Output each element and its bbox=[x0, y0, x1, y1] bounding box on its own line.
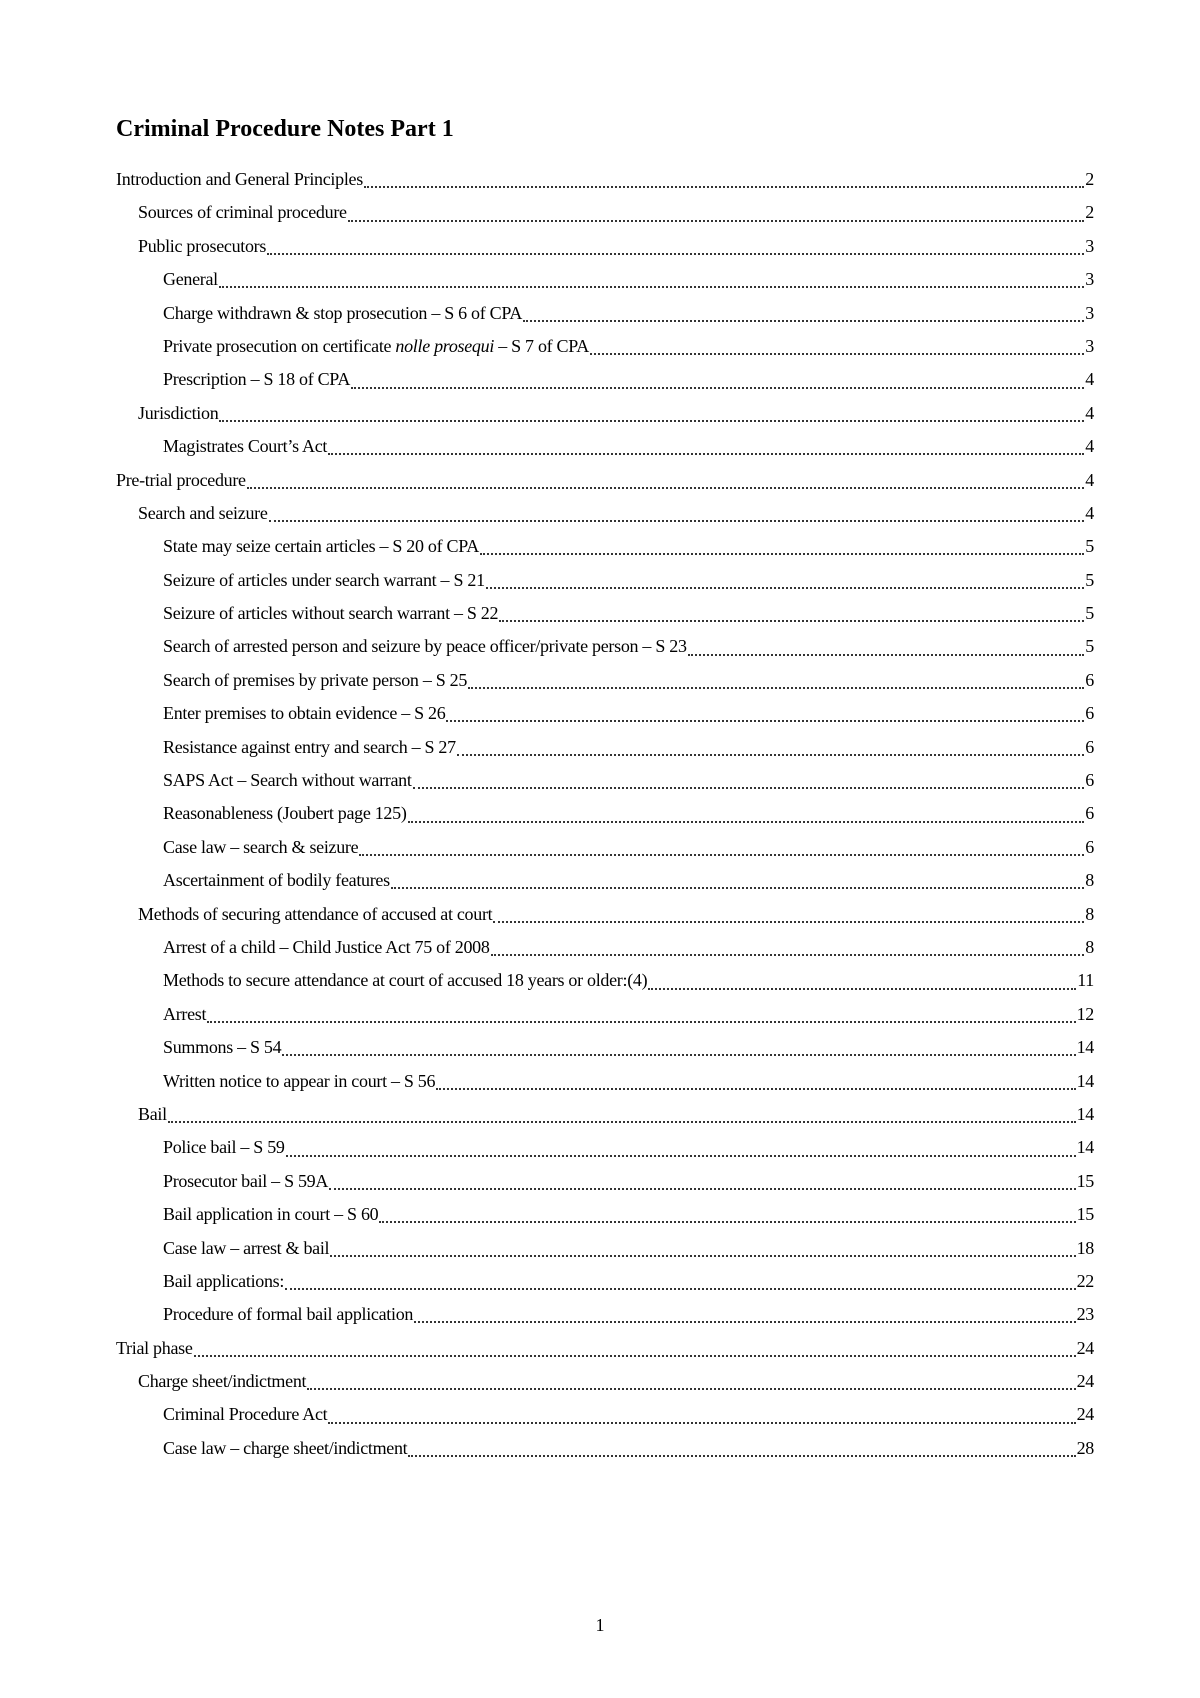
toc-entry[interactable] bbox=[116, 898, 1094, 931]
toc-entry[interactable] bbox=[116, 664, 1094, 697]
toc-entry-title bbox=[163, 864, 390, 897]
toc-entry-text: Methods to secure attendance at court of accused 18 years or older:(4) bbox=[163, 970, 648, 991]
toc-page-number: 3 bbox=[1085, 235, 1094, 256]
toc-entry-text: General bbox=[163, 269, 218, 290]
toc-entry-title bbox=[138, 898, 492, 931]
toc-entry[interactable] bbox=[116, 630, 1094, 663]
toc-dot-leader bbox=[219, 419, 1084, 422]
toc-page-number: 4 bbox=[1085, 502, 1094, 523]
toc-page-number: 6 bbox=[1085, 836, 1094, 857]
toc-entry-title bbox=[163, 1232, 329, 1265]
toc-entry-title bbox=[163, 430, 327, 463]
toc-dot-leader bbox=[499, 619, 1084, 622]
toc-entry-text: Pre-trial procedure bbox=[116, 469, 246, 490]
toc-entry[interactable] bbox=[116, 497, 1094, 530]
toc-page-number: 8 bbox=[1085, 903, 1094, 924]
toc-dot-leader bbox=[247, 486, 1085, 489]
toc-entry[interactable] bbox=[116, 731, 1094, 764]
toc-dot-leader bbox=[282, 1053, 1075, 1056]
toc-dot-leader bbox=[269, 519, 1085, 522]
toc-page-number: 8 bbox=[1085, 870, 1094, 891]
toc-dot-leader bbox=[480, 552, 1084, 555]
toc-entry-text: Trial phase bbox=[116, 1337, 193, 1358]
toc-entry[interactable] bbox=[116, 297, 1094, 330]
toc-entry-text-after: – S 7 of CPA bbox=[494, 335, 589, 356]
toc-entry-title bbox=[138, 196, 347, 229]
toc-dot-leader bbox=[408, 1454, 1075, 1457]
toc-entry-title bbox=[163, 1198, 378, 1231]
toc-page-number: 15 bbox=[1076, 1204, 1094, 1225]
document-title: Criminal Procedure Notes Part 1 bbox=[116, 116, 454, 142]
toc-page-number: 5 bbox=[1085, 636, 1094, 657]
toc-entry-text: Magistrates Court’s Act bbox=[163, 436, 328, 457]
toc-entry-title bbox=[163, 363, 350, 396]
toc-entry-title bbox=[163, 664, 467, 697]
toc-entry-title bbox=[163, 998, 206, 1031]
toc-dot-leader bbox=[436, 1087, 1075, 1090]
toc-page-number: 5 bbox=[1085, 603, 1094, 624]
toc-entry-title bbox=[138, 497, 268, 530]
toc-page-number: 14 bbox=[1076, 1103, 1094, 1124]
toc-page-number: 6 bbox=[1085, 703, 1094, 724]
toc-page-number: 11 bbox=[1077, 970, 1094, 991]
toc-entry-text: Bail application in court – S 60 bbox=[163, 1204, 379, 1225]
toc-dot-leader bbox=[194, 1354, 1076, 1357]
toc-entry[interactable] bbox=[116, 831, 1094, 864]
toc-page-number: 3 bbox=[1085, 269, 1094, 290]
toc-page-number: 23 bbox=[1076, 1304, 1094, 1325]
toc-entry-title bbox=[163, 931, 490, 964]
toc-dot-leader bbox=[219, 285, 1084, 288]
table-of-contents bbox=[116, 163, 1094, 1465]
toc-dot-leader bbox=[328, 1421, 1075, 1424]
toc-entry-text: Public prosecutors bbox=[138, 235, 267, 256]
toc-page-number: 4 bbox=[1085, 469, 1094, 490]
toc-page-number: 24 bbox=[1076, 1371, 1094, 1392]
toc-dot-leader bbox=[168, 1120, 1076, 1123]
toc-dot-leader bbox=[207, 1020, 1075, 1023]
toc-page-number: 24 bbox=[1076, 1404, 1094, 1425]
toc-entry-text: Seizure of articles without search warrant – S 22 bbox=[163, 603, 499, 624]
toc-entry-text: SAPS Act – Search without warrant bbox=[163, 770, 412, 791]
toc-entry-title bbox=[138, 230, 266, 263]
toc-dot-leader bbox=[688, 653, 1085, 656]
toc-entry-title bbox=[116, 464, 246, 497]
toc-dot-leader bbox=[286, 1154, 1076, 1157]
toc-entry[interactable] bbox=[116, 1232, 1094, 1265]
toc-entry-title bbox=[163, 1165, 328, 1198]
toc-dot-leader bbox=[329, 1187, 1076, 1190]
toc-entry-text: Prescription – S 18 of CPA bbox=[163, 369, 351, 390]
toc-entry-title bbox=[138, 1365, 306, 1398]
toc-entry-title bbox=[138, 397, 218, 430]
toc-entry-title bbox=[163, 831, 358, 864]
toc-entry[interactable] bbox=[116, 196, 1094, 229]
toc-page-number: 3 bbox=[1085, 302, 1094, 323]
toc-page-number: 14 bbox=[1076, 1137, 1094, 1158]
toc-entry-text: Resistance against entry and search – S 27 bbox=[163, 736, 456, 757]
toc-entry[interactable] bbox=[116, 397, 1094, 430]
toc-entry-text: Search of arrested person and seizure by peace officer/private person – S 23 bbox=[163, 636, 687, 657]
toc-page-number: 8 bbox=[1085, 936, 1094, 957]
toc-page-number: 2 bbox=[1085, 169, 1094, 189]
toc-dot-leader bbox=[414, 1320, 1075, 1323]
toc-entry-title bbox=[163, 1398, 327, 1431]
toc-entry-title bbox=[163, 530, 479, 563]
toc-entry-text: Case law – arrest & bail bbox=[163, 1237, 330, 1258]
toc-entry[interactable] bbox=[116, 964, 1094, 997]
toc-entry-text: Introduction and General Principles bbox=[116, 169, 363, 189]
toc-entry-text: Written notice to appear in court – S 56 bbox=[163, 1070, 436, 1091]
toc-dot-leader bbox=[590, 352, 1084, 355]
toc-entry-title bbox=[163, 731, 456, 764]
toc-entry[interactable] bbox=[116, 330, 1094, 363]
toc-page-number: 2 bbox=[1085, 202, 1094, 223]
toc-dot-leader bbox=[413, 786, 1085, 789]
toc-dot-leader bbox=[468, 686, 1084, 689]
toc-entry-title bbox=[163, 330, 589, 363]
toc-entry-text: Charge withdrawn & stop prosecution – S 6 of CPA bbox=[163, 302, 523, 323]
toc-dot-leader bbox=[307, 1387, 1075, 1390]
toc-entry-text: State may seize certain articles – S 20 of CPA bbox=[163, 536, 479, 557]
toc-entry-text: Seizure of articles under search warrant – S 21 bbox=[163, 569, 485, 590]
toc-dot-leader bbox=[328, 452, 1084, 455]
toc-entry[interactable] bbox=[116, 1098, 1094, 1131]
toc-entry[interactable] bbox=[116, 764, 1094, 797]
toc-entry[interactable] bbox=[116, 998, 1094, 1031]
toc-dot-leader bbox=[486, 586, 1085, 589]
toc-entry[interactable] bbox=[116, 1065, 1094, 1098]
toc-dot-leader bbox=[359, 853, 1084, 856]
toc-page-number: 6 bbox=[1085, 736, 1094, 757]
toc-entry[interactable] bbox=[116, 1131, 1094, 1164]
toc-entry-text: Enter premises to obtain evidence – S 26 bbox=[163, 703, 446, 724]
toc-dot-leader bbox=[330, 1254, 1075, 1257]
toc-entry-title bbox=[163, 597, 498, 630]
toc-entry[interactable] bbox=[116, 363, 1094, 396]
toc-entry-text: Summons – S 54 bbox=[163, 1037, 282, 1058]
toc-dot-leader bbox=[364, 185, 1084, 188]
toc-page-number: 3 bbox=[1085, 335, 1094, 356]
toc-entry-text: Arrest bbox=[163, 1003, 207, 1024]
toc-entry-title bbox=[116, 1332, 193, 1365]
toc-entry-text: Sources of criminal procedure bbox=[138, 202, 347, 223]
page-number: 1 bbox=[595, 1615, 605, 1635]
toc-dot-leader bbox=[491, 953, 1085, 956]
toc-page-number: 4 bbox=[1085, 402, 1094, 423]
toc-page-number: 6 bbox=[1085, 770, 1094, 791]
toc-entry-title bbox=[163, 1031, 281, 1064]
toc-page-number: 6 bbox=[1085, 803, 1094, 824]
toc-entry-text: Jurisdiction bbox=[138, 402, 219, 423]
toc-dot-leader bbox=[493, 920, 1084, 923]
toc-entry-title bbox=[163, 1432, 407, 1465]
toc-entry[interactable] bbox=[116, 464, 1094, 497]
toc-dot-leader bbox=[379, 1220, 1075, 1223]
toc-page-number: 14 bbox=[1076, 1070, 1094, 1091]
toc-entry[interactable] bbox=[116, 263, 1094, 296]
toc-page-number: 22 bbox=[1076, 1270, 1094, 1291]
toc-entry-title bbox=[163, 1265, 284, 1298]
toc-entry-text: Methods of securing attendance of accused at court bbox=[138, 903, 493, 924]
toc-entry[interactable] bbox=[116, 1432, 1094, 1465]
toc-page-number: 5 bbox=[1085, 536, 1094, 557]
toc-entry-text: Criminal Procedure Act bbox=[163, 1404, 328, 1425]
toc-entry[interactable] bbox=[116, 697, 1094, 730]
toc-dot-leader bbox=[391, 886, 1084, 889]
toc-entry-title bbox=[163, 764, 412, 797]
toc-entry-title bbox=[163, 263, 218, 296]
toc-entry[interactable] bbox=[116, 230, 1094, 263]
toc-entry[interactable] bbox=[116, 163, 1094, 196]
toc-dot-leader bbox=[446, 719, 1084, 722]
toc-entry[interactable] bbox=[116, 1398, 1094, 1431]
toc-entry[interactable] bbox=[116, 597, 1094, 630]
toc-entry[interactable] bbox=[116, 797, 1094, 830]
toc-entry-title bbox=[163, 964, 647, 997]
toc-dot-leader bbox=[285, 1287, 1076, 1290]
toc-entry-text: Search of premises by private person – S 25 bbox=[163, 669, 468, 690]
toc-entry-text: Ascertainment of bodily features bbox=[163, 870, 390, 891]
toc-entry-text: Reasonableness (Joubert page 125) bbox=[163, 803, 407, 824]
toc-entry-text: Arrest of a child – Child Justice Act 75 of 2008 bbox=[163, 936, 490, 957]
toc-entry[interactable] bbox=[116, 1165, 1094, 1198]
toc-entry-text: Case law – search & seizure bbox=[163, 836, 359, 857]
toc-dot-leader bbox=[648, 987, 1076, 990]
toc-entry-title bbox=[138, 1098, 167, 1131]
toc-entry[interactable] bbox=[116, 430, 1094, 463]
toc-page-number: 6 bbox=[1085, 669, 1094, 690]
toc-entry-title bbox=[163, 1298, 413, 1331]
toc-entry-text: Private prosecution on certificate bbox=[163, 335, 396, 356]
toc-entry[interactable] bbox=[116, 1265, 1094, 1298]
toc-entry[interactable] bbox=[116, 530, 1094, 563]
toc-entry-italic-text: nolle prosequi bbox=[395, 335, 495, 356]
toc-entry[interactable] bbox=[116, 1198, 1094, 1231]
toc-page-number: 5 bbox=[1085, 569, 1094, 590]
toc-entry-title bbox=[163, 630, 687, 663]
toc-entry-title bbox=[163, 797, 407, 830]
toc-entry-title bbox=[163, 297, 522, 330]
toc-entry-text: Police bail – S 59 bbox=[163, 1137, 285, 1158]
toc-entry[interactable] bbox=[116, 1298, 1094, 1331]
toc-dot-leader bbox=[523, 319, 1084, 322]
toc-dot-leader bbox=[351, 386, 1084, 389]
toc-page-number: 24 bbox=[1076, 1337, 1094, 1358]
toc-entry[interactable] bbox=[116, 1365, 1094, 1398]
toc-entry-title bbox=[163, 1065, 435, 1098]
toc-entry-text: Prosecutor bail – S 59A bbox=[163, 1170, 329, 1191]
toc-entry-title bbox=[116, 163, 363, 196]
toc-page-number: 12 bbox=[1076, 1003, 1094, 1024]
toc-entry[interactable] bbox=[116, 864, 1094, 897]
toc-entry-title bbox=[163, 564, 485, 597]
toc-page-number: 4 bbox=[1085, 369, 1094, 390]
toc-entry-title bbox=[163, 697, 445, 730]
toc-entry-text: Bail applications: bbox=[163, 1270, 285, 1291]
toc-entry[interactable] bbox=[116, 564, 1094, 597]
toc-page-number: 15 bbox=[1076, 1170, 1094, 1191]
toc-entry-title bbox=[163, 1131, 285, 1164]
toc-entry-text: Charge sheet/indictment bbox=[138, 1371, 307, 1392]
toc-entry-text: Procedure of formal bail application bbox=[163, 1304, 414, 1325]
toc-page-number: 28 bbox=[1076, 1437, 1094, 1458]
toc-entry[interactable] bbox=[116, 931, 1094, 964]
toc-dot-leader bbox=[267, 252, 1084, 255]
toc-page-number: 18 bbox=[1076, 1237, 1094, 1258]
toc-dot-leader bbox=[457, 753, 1084, 756]
toc-dot-leader bbox=[408, 820, 1085, 823]
toc-dot-leader bbox=[348, 219, 1085, 222]
toc-page-number: 14 bbox=[1076, 1037, 1094, 1058]
toc-page-number: 4 bbox=[1085, 436, 1094, 457]
toc-entry[interactable] bbox=[116, 1031, 1094, 1064]
toc-entry-text: Bail bbox=[138, 1103, 167, 1124]
toc-entry-text: Search and seizure bbox=[138, 502, 268, 523]
toc-entry-text: Case law – charge sheet/indictment bbox=[163, 1437, 408, 1458]
toc-entry[interactable] bbox=[116, 1332, 1094, 1365]
